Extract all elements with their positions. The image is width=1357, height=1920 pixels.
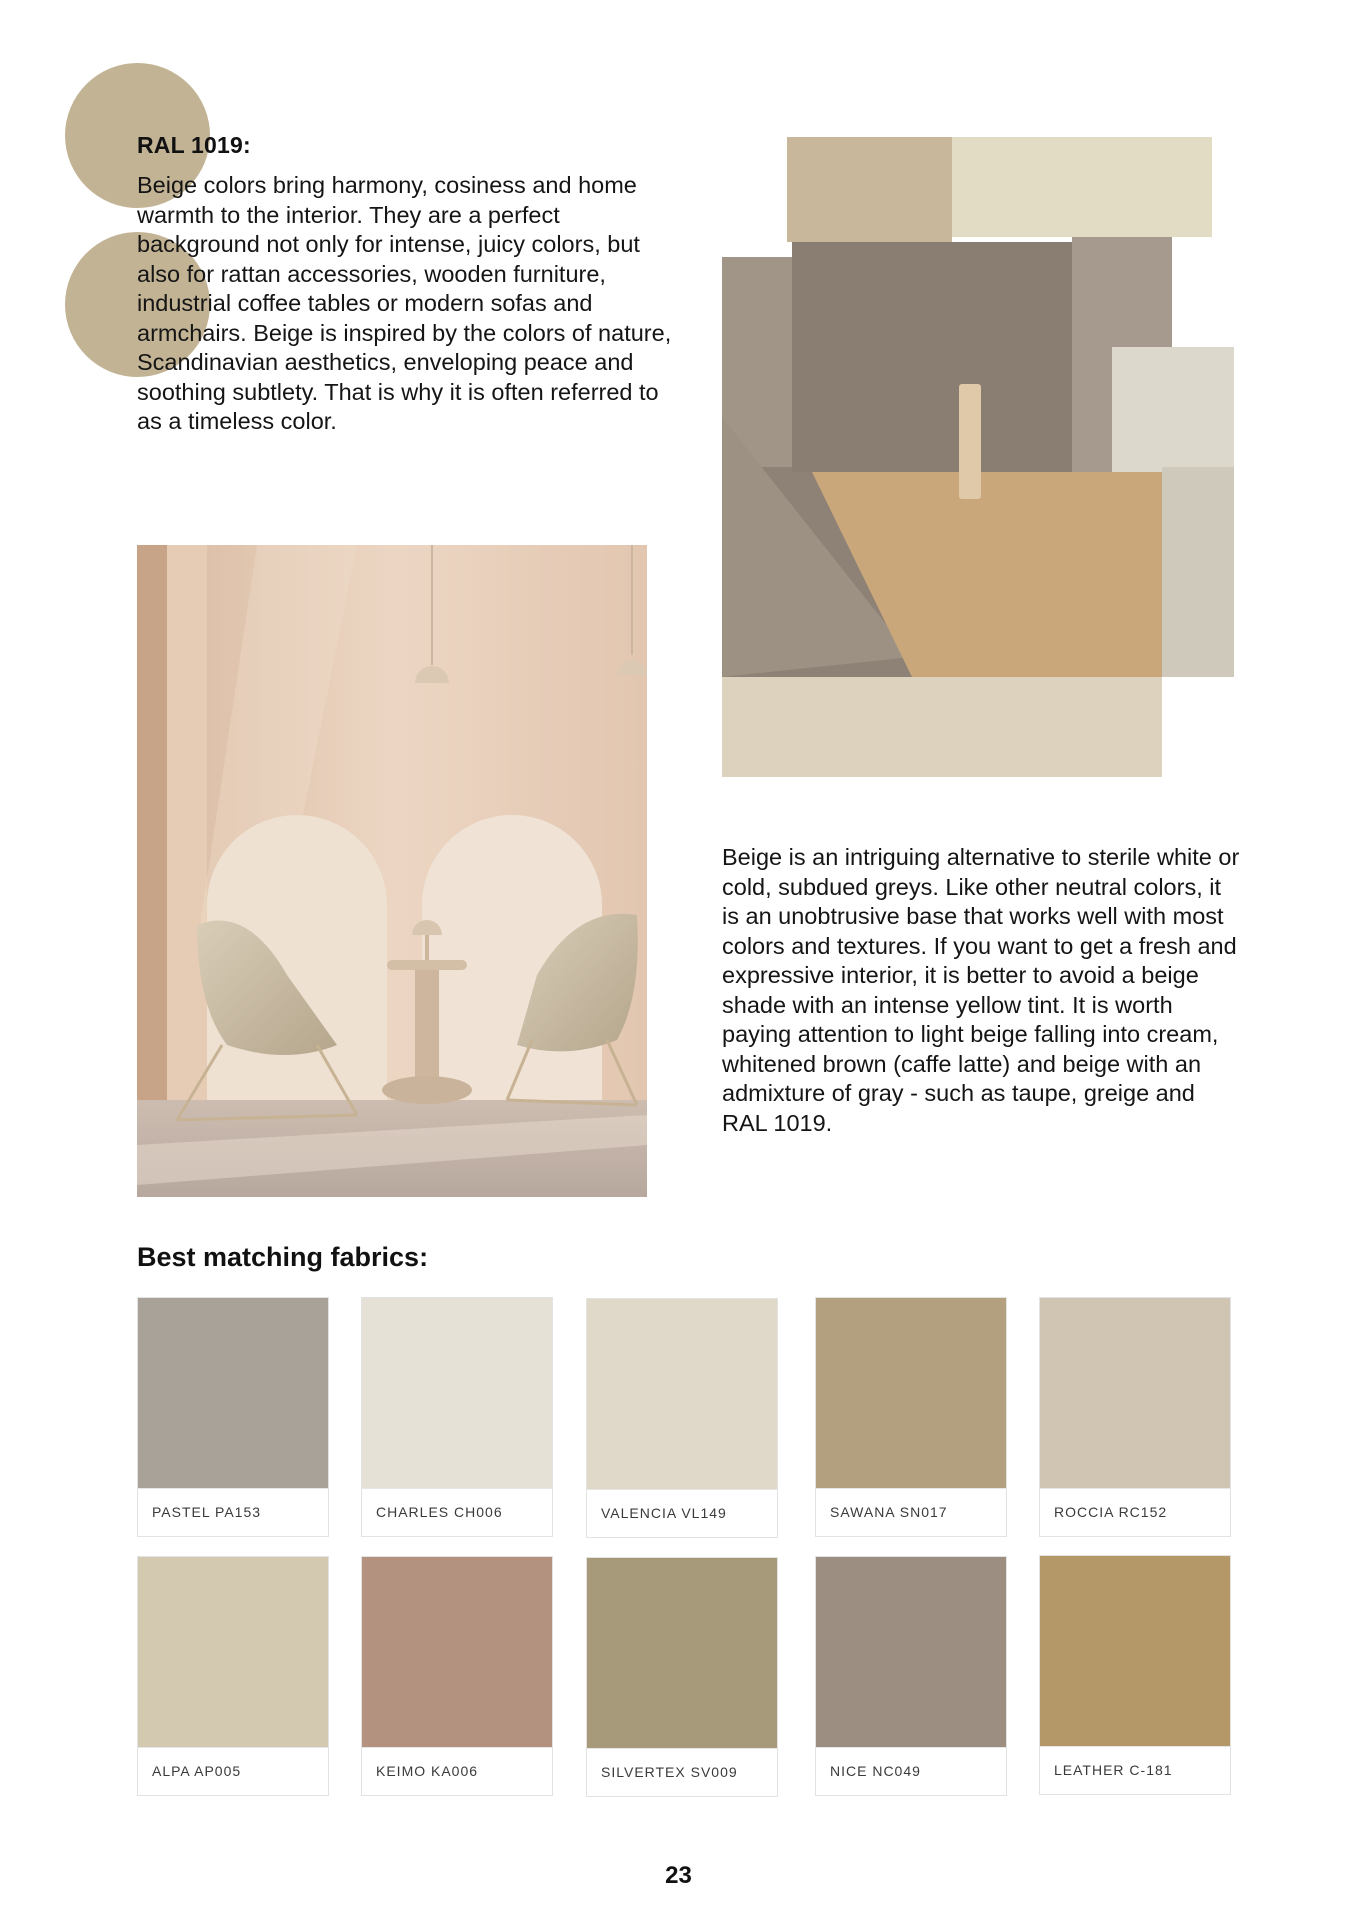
fabric-card[interactable] xyxy=(815,1556,1007,1796)
fabric-card[interactable] xyxy=(137,1297,329,1537)
fabric-label: ALPA AP005 xyxy=(138,1747,328,1795)
fabrics-section-title: Best matching fabrics: xyxy=(137,1242,429,1272)
fabric-swatch xyxy=(138,1557,328,1747)
interior-photo xyxy=(137,545,647,1197)
fabric-label: SILVERTEX SV009 xyxy=(587,1748,777,1796)
fabric-card[interactable] xyxy=(1039,1555,1231,1795)
fabric-swatch-collage-photo xyxy=(722,137,1234,777)
fabric-label: NICE NC049 xyxy=(816,1747,1006,1795)
fabric-swatch xyxy=(587,1299,777,1489)
fabric-swatch xyxy=(816,1557,1006,1747)
fabric-swatch xyxy=(1040,1556,1230,1746)
fabric-card[interactable] xyxy=(137,1556,329,1796)
fabric-label: CHARLES CH006 xyxy=(362,1488,552,1536)
fabric-label: LEATHER C-181 xyxy=(1040,1746,1230,1794)
fabric-swatch xyxy=(138,1298,328,1488)
fabric-card[interactable] xyxy=(815,1297,1007,1537)
fabric-swatch xyxy=(362,1298,552,1488)
fabric-label: KEIMO KA006 xyxy=(362,1747,552,1795)
intro-text: Beige colors bring harmony, cosiness and home warmth to the interior. They are a perfect background not only for intense, juicy colors, but also for rattan accessories, wooden furniture, industrial coffee tables or modern sofas and armchairs. Beige is inspired by the colors of nature, Scandinavian aesthetics, enveloping peace and soothing subtlety. That is why it is often referred to as a timeless color. xyxy=(137,172,672,434)
fabric-label: VALENCIA VL149 xyxy=(587,1489,777,1537)
beige-alternative-text: Beige is an intriguing alternative to sterile white or cold, subdued greys. Like other neutral colors, it is an unobtrusive base that works well with most colors and textures. If you want to get a fresh and expressive interior, it is better to avoid a beige shade with an intense yellow tint. It is worth paying attention to light beige falling into cream, whitened brown (caffe latte) and beige with an admixture of gray - such as taupe, greige and RAL 1019. xyxy=(722,844,1240,1136)
fabric-swatch xyxy=(362,1557,552,1747)
intro-section xyxy=(137,132,677,437)
second-section xyxy=(722,843,1242,1138)
fabric-label: ROCCIA RC152 xyxy=(1040,1488,1230,1536)
intro-title: RAL 1019: xyxy=(137,132,251,158)
fabric-label: PASTEL PA153 xyxy=(138,1488,328,1536)
fabric-card[interactable] xyxy=(586,1298,778,1538)
fabric-swatch xyxy=(816,1298,1006,1488)
fabric-label: SAWANA SN017 xyxy=(816,1488,1006,1536)
fabric-card[interactable] xyxy=(361,1556,553,1796)
fabric-swatch xyxy=(1040,1298,1230,1488)
fabric-swatch xyxy=(587,1558,777,1748)
fabric-card[interactable] xyxy=(586,1557,778,1797)
page-number: 23 xyxy=(665,1862,692,1889)
fabric-card[interactable] xyxy=(1039,1297,1231,1537)
fabric-card[interactable] xyxy=(361,1297,553,1537)
